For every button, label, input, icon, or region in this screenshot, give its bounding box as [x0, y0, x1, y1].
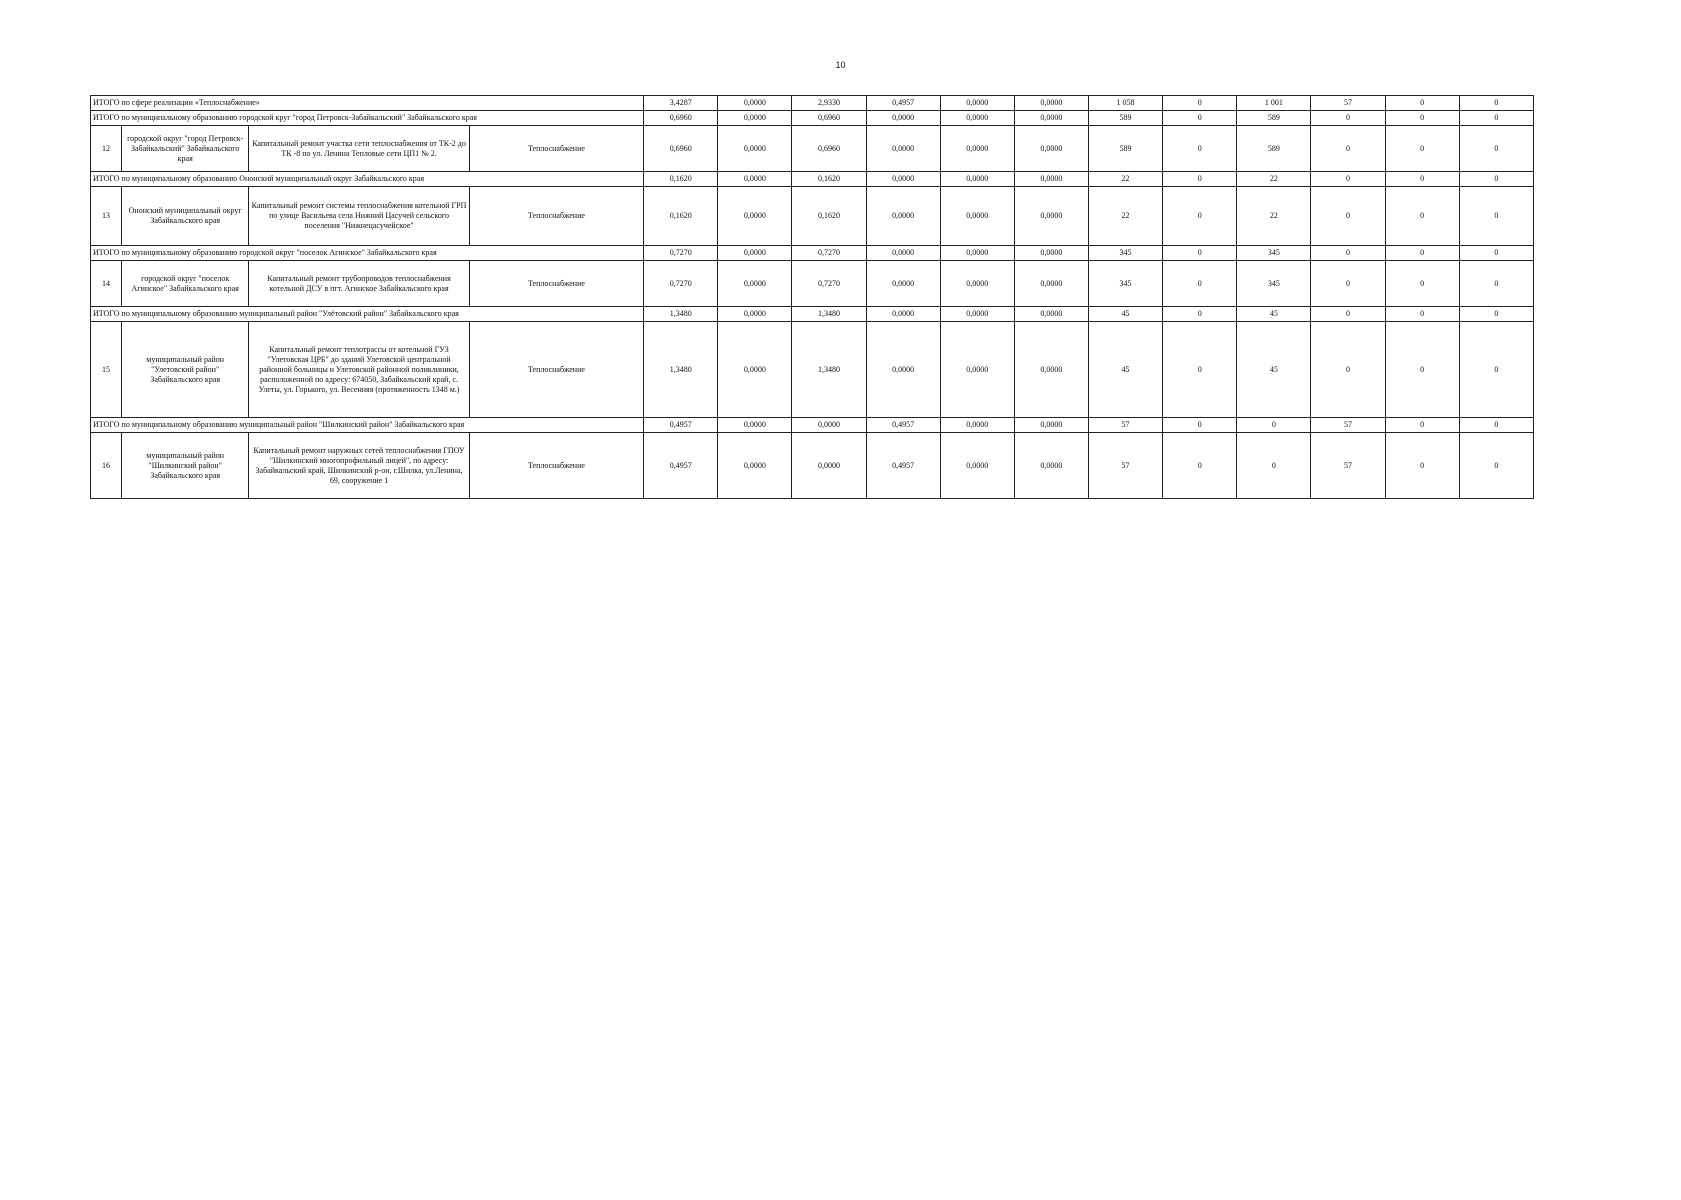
value-cell: 1 058 — [1088, 96, 1162, 111]
value-cell: 0,0000 — [1014, 307, 1088, 322]
value-cell: 0,0000 — [1014, 187, 1088, 246]
value-cell: 3,4287 — [644, 96, 718, 111]
row-number: 13 — [91, 187, 122, 246]
section-total-row — [91, 418, 1534, 433]
value-cell: 45 — [1237, 307, 1311, 322]
value-cell: 0 — [1163, 96, 1237, 111]
value-cell: 22 — [1237, 187, 1311, 246]
value-cell: 0 — [1385, 261, 1459, 307]
value-cell: 0 — [1163, 322, 1237, 418]
value-cell: 0,7270 — [644, 261, 718, 307]
value-cell: 0 — [1163, 261, 1237, 307]
value-cell: 45 — [1088, 322, 1162, 418]
value-cell: 22 — [1088, 172, 1162, 187]
row-number: 15 — [91, 322, 122, 418]
value-cell: 589 — [1088, 111, 1162, 126]
value-cell: 0,0000 — [940, 322, 1014, 418]
value-cell: 0,4957 — [866, 433, 940, 499]
value-cell: 0 — [1385, 246, 1459, 261]
value-cell: 0,4957 — [866, 418, 940, 433]
value-cell: 0,4957 — [644, 418, 718, 433]
value-cell: 345 — [1237, 261, 1311, 307]
value-cell: 0 — [1163, 246, 1237, 261]
description-cell: Капитальный ремонт участка сети теплоснабжения от ТК-2 до ТК -8 по ул. Ленина Тепловые сети ЦП1 № 2. — [249, 126, 469, 172]
section-total-row — [91, 172, 1534, 187]
sphere-cell: Теплоснабжение — [469, 126, 643, 172]
value-cell: 589 — [1237, 126, 1311, 172]
value-cell: 0,1620 — [644, 187, 718, 246]
value-cell: 0,0000 — [718, 126, 792, 172]
value-cell: 0,0000 — [718, 418, 792, 433]
sphere-cell: Теплоснабжение — [469, 433, 643, 499]
value-cell: 0 — [1163, 111, 1237, 126]
row-number: 12 — [91, 126, 122, 172]
value-cell: 0 — [1459, 307, 1533, 322]
value-cell: 0,4957 — [866, 96, 940, 111]
value-cell: 0,0000 — [866, 307, 940, 322]
report-body — [91, 96, 1534, 499]
value-cell: 0,0000 — [1014, 322, 1088, 418]
value-cell: 0,0000 — [1014, 111, 1088, 126]
value-cell: 0 — [1163, 433, 1237, 499]
value-cell: 0,0000 — [718, 172, 792, 187]
value-cell: 0 — [1385, 433, 1459, 499]
value-cell: 0 — [1385, 126, 1459, 172]
row-number: 16 — [91, 433, 122, 499]
value-cell: 0 — [1459, 96, 1533, 111]
value-cell: 0,0000 — [866, 187, 940, 246]
value-cell: 1,3480 — [644, 307, 718, 322]
value-cell: 0,0000 — [866, 322, 940, 418]
value-cell: 0 — [1459, 433, 1533, 499]
table-row — [91, 261, 1534, 307]
table-row — [91, 187, 1534, 246]
value-cell: 0 — [1459, 172, 1533, 187]
report-table — [90, 95, 1534, 499]
value-cell: 1,3480 — [792, 322, 866, 418]
value-cell: 57 — [1088, 433, 1162, 499]
description-cell: Капитальный ремонт теплотрассы от котельной ГУЗ "Улетовская ЦРБ" до зданий Улетовской центральной районной больницы и Улетовской районной поликлиники, расположенной по адресу: 674050, Забайкальский край, с. Улеты, ул. Горького, ул. Весенняя (протяженность 1348 м.) — [249, 322, 469, 418]
value-cell: 0,4957 — [644, 433, 718, 499]
sphere-cell: Теплоснабжение — [469, 322, 643, 418]
value-cell: 0,0000 — [940, 111, 1014, 126]
sphere-cell: Теплоснабжение — [469, 261, 643, 307]
value-cell: 0,0000 — [1014, 246, 1088, 261]
value-cell: 0,0000 — [866, 172, 940, 187]
value-cell: 0,0000 — [866, 261, 940, 307]
value-cell: 0 — [1311, 322, 1385, 418]
row-number: 14 — [91, 261, 122, 307]
value-cell: 2,9330 — [792, 96, 866, 111]
value-cell: 0 — [1459, 187, 1533, 246]
value-cell: 0,0000 — [1014, 433, 1088, 499]
value-cell: 0,0000 — [718, 187, 792, 246]
value-cell: 22 — [1237, 172, 1311, 187]
value-cell: 345 — [1237, 246, 1311, 261]
value-cell: 0 — [1385, 111, 1459, 126]
value-cell: 0 — [1459, 111, 1533, 126]
value-cell: 57 — [1311, 96, 1385, 111]
value-cell: 0 — [1459, 126, 1533, 172]
value-cell: 0 — [1385, 172, 1459, 187]
value-cell: 0,0000 — [718, 433, 792, 499]
value-cell: 0,0000 — [1014, 418, 1088, 433]
value-cell: 0 — [1311, 126, 1385, 172]
value-cell: 0,6960 — [644, 111, 718, 126]
value-cell: 0 — [1311, 172, 1385, 187]
value-cell: 0 — [1163, 126, 1237, 172]
value-cell: 1,3480 — [644, 322, 718, 418]
value-cell: 0,0000 — [718, 261, 792, 307]
value-cell: 0,0000 — [1014, 96, 1088, 111]
value-cell: 0,0000 — [792, 418, 866, 433]
section-total-row — [91, 111, 1534, 126]
value-cell: 0,0000 — [866, 111, 940, 126]
section-total-row — [91, 307, 1534, 322]
value-cell: 0 — [1311, 261, 1385, 307]
sphere-cell: Теплоснабжение — [469, 187, 643, 246]
value-cell: 0 — [1311, 246, 1385, 261]
value-cell: 0 — [1311, 307, 1385, 322]
description-cell: Капитальный ремонт трубопроводов теплоснабжения котельной ДСУ в пгт. Агинское Забайкальского края — [249, 261, 469, 307]
value-cell: 0,7270 — [792, 261, 866, 307]
value-cell: 0,0000 — [940, 307, 1014, 322]
section-total-label: ИТОГО по муниципальному образованию муниципальный район "Шилкинский район" Забайкальского края — [91, 418, 644, 433]
municipality-cell: городской округ "поселок Агинское" Забайкальского края — [122, 261, 249, 307]
description-cell: Капитальный ремонт наружных сетей теплоснабжения ГПОУ "Шилкинский многопрофильный лицей", по адресу: Забайкальский край, Шилкинский р-он, г.Шилка, ул.Ленина, 69, сооружение 1 — [249, 433, 469, 499]
value-cell: 0 — [1237, 418, 1311, 433]
value-cell: 0,0000 — [718, 96, 792, 111]
page-number: 10 — [835, 60, 846, 70]
value-cell: 0,6960 — [792, 126, 866, 172]
value-cell: 0 — [1385, 418, 1459, 433]
value-cell: 589 — [1237, 111, 1311, 126]
table-row — [91, 322, 1534, 418]
value-cell: 0,7270 — [792, 246, 866, 261]
value-cell: 0,0000 — [940, 96, 1014, 111]
value-cell: 0,0000 — [940, 433, 1014, 499]
value-cell: 0,0000 — [1014, 126, 1088, 172]
value-cell: 0,6960 — [644, 126, 718, 172]
description-cell: Капитальный ремонт системы теплоснабжения котельной ГРП по улице Васильева села Нижний Цасучей сельского поселения "Нижнецасучейское" — [249, 187, 469, 246]
value-cell: 0 — [1385, 322, 1459, 418]
table-row — [91, 126, 1534, 172]
municipality-cell: Ононский муниципальный округ Забайкальского края — [122, 187, 249, 246]
value-cell: 57 — [1311, 418, 1385, 433]
grand-total-row — [91, 96, 1534, 111]
municipality-cell: муниципальный район "Улетовский район" Забайкальского края — [122, 322, 249, 418]
value-cell: 0,1620 — [792, 187, 866, 246]
grand-total-label: ИТОГО по сфере реализации «Теплоснабжение» — [91, 96, 644, 111]
value-cell: 45 — [1237, 322, 1311, 418]
value-cell: 0 — [1459, 418, 1533, 433]
municipality-cell: муниципальный район "Шилкинский район" Забайкальского края — [122, 433, 249, 499]
value-cell: 0,0000 — [718, 322, 792, 418]
value-cell: 0 — [1311, 187, 1385, 246]
value-cell: 0 — [1459, 322, 1533, 418]
value-cell: 0 — [1459, 246, 1533, 261]
value-cell: 0,0000 — [718, 246, 792, 261]
value-cell: 0,0000 — [940, 261, 1014, 307]
value-cell: 57 — [1088, 418, 1162, 433]
value-cell: 0,0000 — [792, 433, 866, 499]
value-cell: 1,3480 — [792, 307, 866, 322]
section-total-row — [91, 246, 1534, 261]
value-cell: 0,0000 — [718, 111, 792, 126]
value-cell: 0 — [1237, 433, 1311, 499]
value-cell: 0,0000 — [940, 187, 1014, 246]
value-cell: 0,0000 — [940, 126, 1014, 172]
value-cell: 0,0000 — [940, 246, 1014, 261]
section-total-label: ИТОГО по муниципальному образованию городской круг "город Петровск-Забайкальский" Забайкальского края — [91, 111, 644, 126]
value-cell: 0,6960 — [792, 111, 866, 126]
value-cell: 0,0000 — [1014, 172, 1088, 187]
value-cell: 0,0000 — [1014, 261, 1088, 307]
value-cell: 0 — [1385, 187, 1459, 246]
value-cell: 57 — [1311, 433, 1385, 499]
value-cell: 0 — [1163, 307, 1237, 322]
value-cell: 0 — [1459, 261, 1533, 307]
section-total-label: ИТОГО по муниципальному образованию муниципальный район "Улётовский район" Забайкальского края — [91, 307, 644, 322]
value-cell: 0 — [1311, 111, 1385, 126]
value-cell: 0,0000 — [866, 126, 940, 172]
value-cell: 345 — [1088, 261, 1162, 307]
table-row — [91, 433, 1534, 499]
value-cell: 0,0000 — [940, 418, 1014, 433]
value-cell: 0,1620 — [792, 172, 866, 187]
value-cell: 45 — [1088, 307, 1162, 322]
section-total-label: ИТОГО по муниципальному образованию городской округ "поселок Агинское" Забайкальского края — [91, 246, 644, 261]
value-cell: 1 001 — [1237, 96, 1311, 111]
value-cell: 0 — [1163, 172, 1237, 187]
municipality-cell: городской округ "город Петровск-Забайкальский" Забайкальского края — [122, 126, 249, 172]
value-cell: 345 — [1088, 246, 1162, 261]
value-cell: 589 — [1088, 126, 1162, 172]
value-cell: 0,1620 — [644, 172, 718, 187]
value-cell: 22 — [1088, 187, 1162, 246]
value-cell: 0 — [1163, 418, 1237, 433]
value-cell: 0 — [1385, 96, 1459, 111]
value-cell: 0,0000 — [866, 246, 940, 261]
value-cell: 0,0000 — [940, 172, 1014, 187]
value-cell: 0 — [1385, 307, 1459, 322]
section-total-label: ИТОГО по муниципальному образованию Ононский муниципальный округ Забайкальского края — [91, 172, 644, 187]
value-cell: 0 — [1163, 187, 1237, 246]
value-cell: 0,7270 — [644, 246, 718, 261]
value-cell: 0,0000 — [718, 307, 792, 322]
